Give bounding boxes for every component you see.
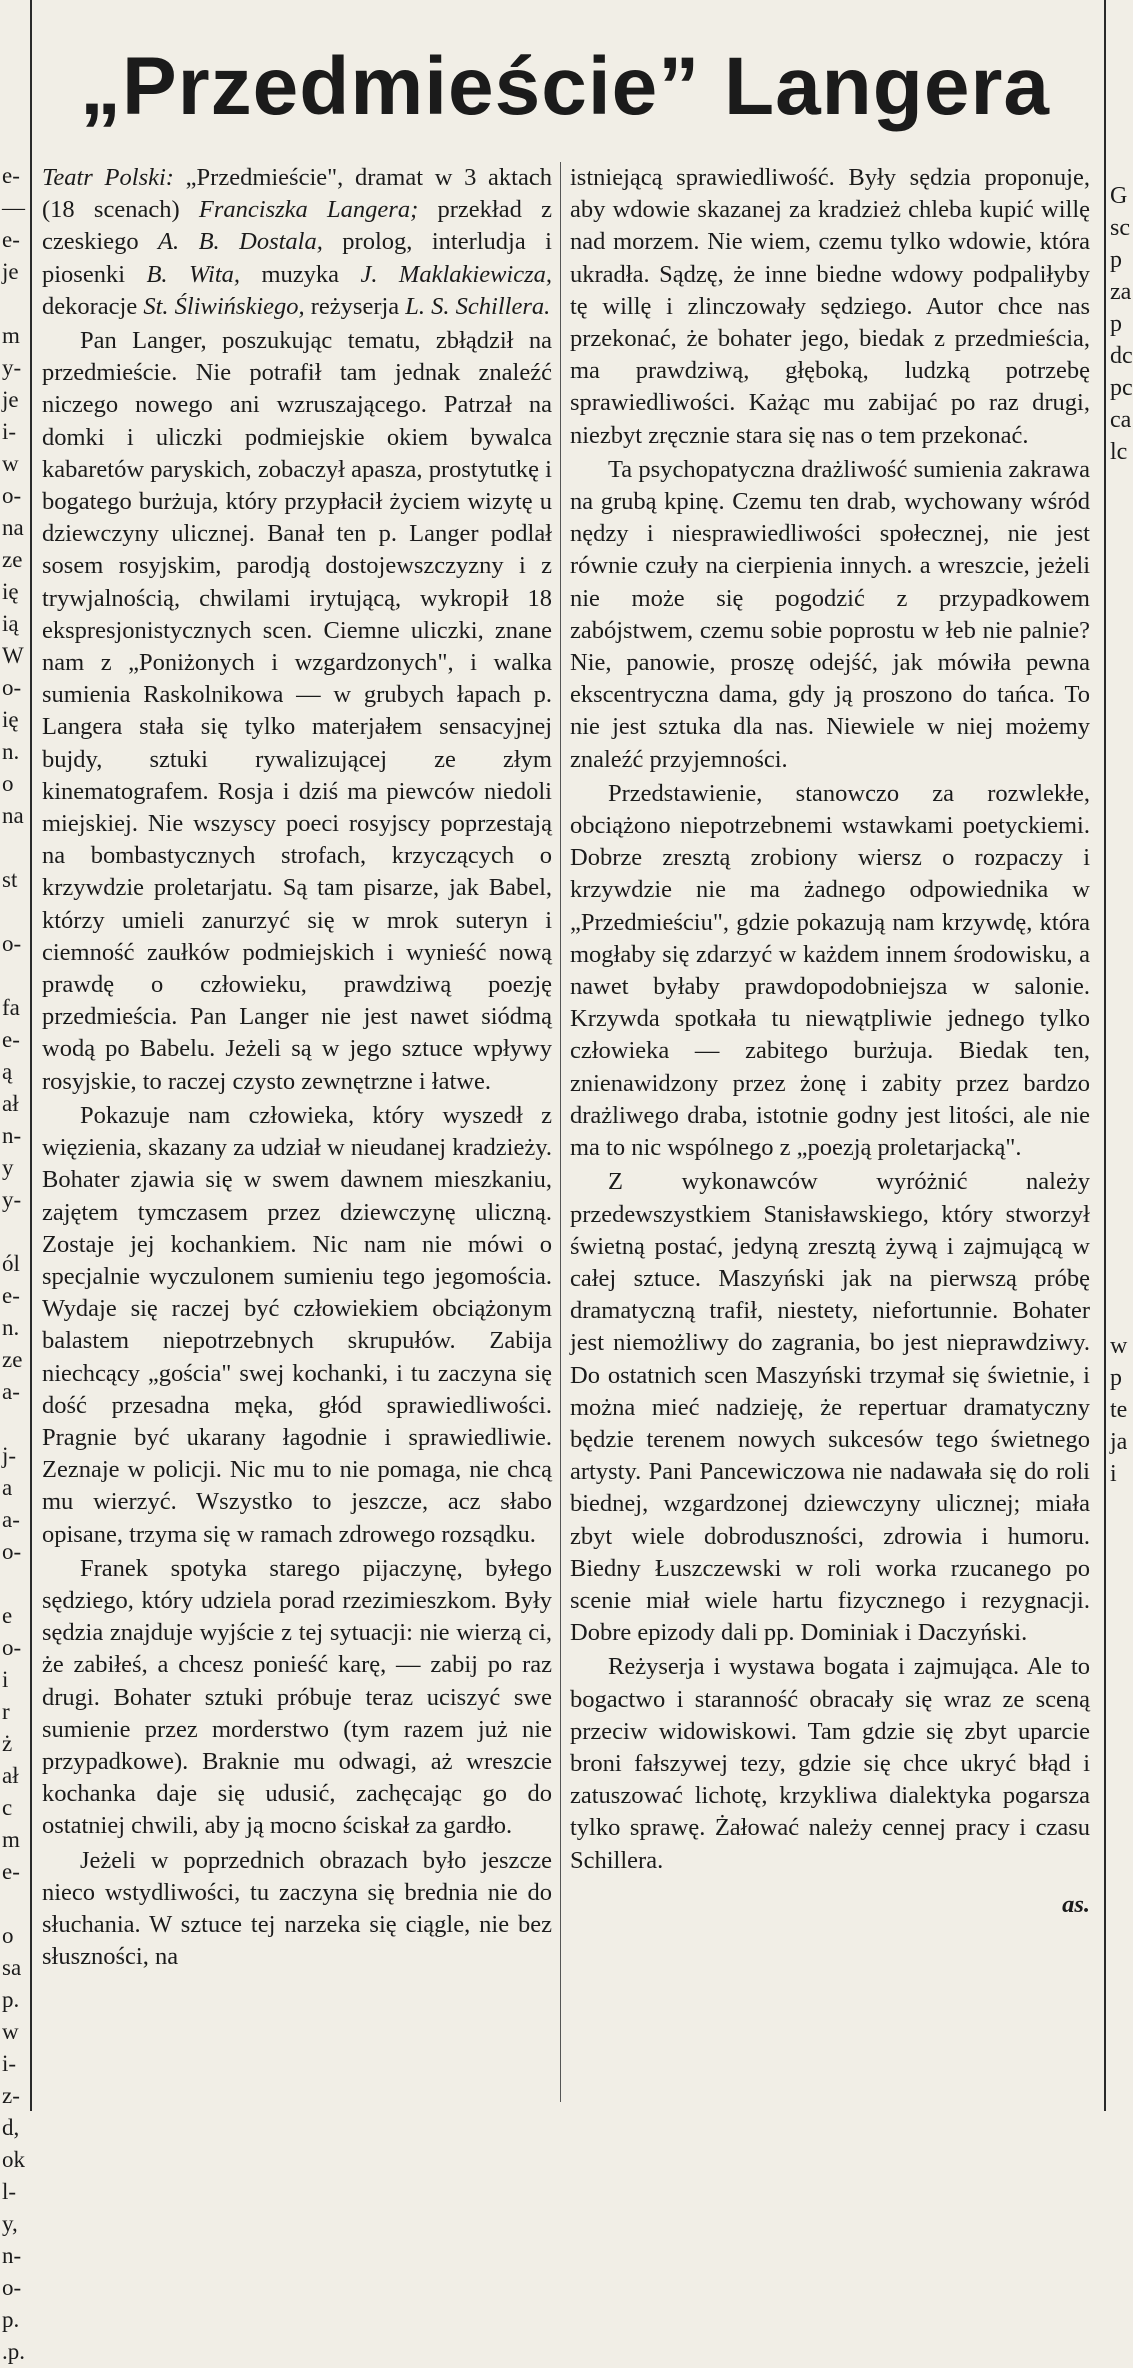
fragment-line: ż	[2, 1731, 13, 1756]
fragment-line: ię	[2, 579, 19, 604]
fragment-line: pc	[1110, 375, 1133, 401]
credits-text-4: muzyka	[240, 260, 361, 288]
fragment-line: i-	[2, 419, 17, 444]
fragment-line: a	[2, 1475, 13, 1500]
fragment-line: o-	[2, 1539, 22, 1564]
paragraph: Przedstawienie, stanowczo za rozwlekłe, obciążono niepotrzebnemi wstawkami poetyckiemi. Dobrze zresztą zrobiony wiersz o rozpaczy i krzywdzie nie ma żadnego odpowiednika w „Przedmieściu", gdzie pokazują nam krzywdę, która mogłaby się zdarzyć w każdem innem środowisku, a nawet byłaby prawdopodobniejsza w salonie. Krzywda spotkała tu niewątpliwie jednego tylko człowieka — zabitego burżuja. Biedak ten, znienawidzony przez żonę i zabity przez bardzo drażliwego draba, istotnie godny jest litości, ale nie ma to nic wspólnego z „poezją proletarjacką".	[570, 779, 1090, 1162]
fragment-line: ię	[2, 707, 19, 732]
right-column-rule	[1104, 0, 1106, 2111]
paragraph: Pan Langer, poszukując tematu, zbłądził na przedmieście. Nie potrafił tam jednak znaleźć niczego nowego ani wzruszającego. Patrzał na domki i uliczki podmiejskie okiem bywalca kabaretów paryskich, zobaczył apasza, prostytutkę i bogatego burżuja, który przypłacił życiem wizytę u dziewczyny ulicznej. Banał ten p. Langer podlał sosem rosyjskim, parodją dostojewszczyzny i z trywjalnością, chwilami irytującą, wykropił 18 ekspresjonistycznych scen. Ciemne uliczki, znane nam z „Poniżonych i wzgardzonych", i walka sumienia Raskolnikowa — w grubych łapach p. Langera stała się tylko materjałem sensacyjnej bujdy, sztuki rywalizującej ze złym kinematografem. Rosja i dziś ma piewców niedoli miejskiej. Nie wszyscy poeci rosyjscy poprzestają na bombastycznych strofach, krzyczących o krzywdzie proletarjatu. Są tam pisarze, jak Babel, którzy umieli zanurzyć się w mrok suteryn i ciemność zaułków podmiejskich i wynieść nową prawdę o człowieku, prawdziwą poezję przedmieścia. Pan Langer nie jest nawet siódmą wodą po Babelu. Jeżeli są w jego sztuce wpływy rosyjskie, to raczej czysto zewnętrzne i łatwe.	[42, 327, 552, 1095]
fragment-line: .p.	[2, 2339, 25, 2364]
fragment-line: e-	[2, 163, 20, 188]
credits-text-3: prolog, interludja i piosenki	[42, 228, 552, 288]
fragment-line: w	[2, 451, 19, 476]
fragment-line	[2, 896, 30, 928]
credits-text-6: reżyserja	[304, 292, 406, 320]
fragment-line: na	[2, 515, 24, 540]
fragment-line: ok	[2, 2147, 25, 2172]
fragment-line	[2, 960, 30, 992]
fragment-line: d,	[2, 2115, 20, 2140]
fragment-line: y,	[2, 2211, 18, 2236]
fragment-line: lc	[1110, 439, 1128, 465]
fragment-line: o	[2, 771, 14, 796]
fragment-line: i	[1110, 1461, 1117, 1487]
fragment-line: fa	[2, 995, 20, 1020]
fragment-line: n-	[2, 1123, 22, 1148]
credits-text-1: „Przedmieście", dramat w 3 aktach (18 scenach)	[42, 164, 552, 224]
fragment-line	[2, 1568, 30, 1600]
fragment-line: p	[1110, 247, 1122, 273]
fragment-line: e-	[2, 1283, 20, 1308]
fragment-line: y-	[2, 1187, 22, 1212]
fragment-line: w	[1110, 1333, 1128, 1359]
production-credits	[42, 162, 552, 323]
fragment-line: j-	[2, 1443, 17, 1468]
paragraph: Pokazuje nam człowieka, który wyszedł z więzienia, skazany za udział w nieudanej kradzieży. Bohater zjawia się w swem dawnem mieszkaniu, zajętem tymczasem przez dziewczynę uliczną. Zostaje jej kochankiem. Nic nam nie mówi o specjalnie wyczulonem sumieniu tego jegomościa. Wydaje się raczej być człowiekiem obciążonym balastem niepotrzebnych skrupułów. Zabija niechcący „gościa" swej kochanki, i tu zaczyna się dość przesadna męka, głód sprawiedliwości. Pragnie być ukarany łagodnie i sprawiedliwie. Zeznaje w policji. Nic mu to nie pomaga, nie chcą mu wierzyć. Wszystko to jeszcze, acz słabo opisane, trzyma się w ramach zdrowego rozsądku.	[42, 1101, 552, 1548]
paragraph: Franek spotyka starego pijaczynę, byłego sędziego, który udziela porad rzezimieszkom. Były sędzia znajduje wyjście z tej sytuacji: nie wierzą ci, że zabiłeś, a chcesz ponieść karę, — zabij po raz drugi. Bohater sztuki próbuje teraz uciszyć swe sumienie przez morderstwo (tym razem już nie przypadkowe). Braknie mu odwagi, aż wreszcie kochanka daje się udusić, zachęcając go do ostatniej chwili, aby ją mocno ściskał za gardło.	[42, 1554, 552, 1840]
credits-director: L. S. Schillera.	[405, 292, 551, 320]
fragment-line: ja	[1110, 1429, 1128, 1455]
fragment-line: W	[2, 643, 24, 668]
fragment-line	[2, 1216, 30, 1248]
fragment-line: ze	[2, 1347, 23, 1372]
article-column-1	[42, 162, 552, 1975]
fragment-line: sa	[2, 1955, 22, 1980]
fragment-line: je	[2, 259, 19, 284]
fragment-line: ą	[2, 1059, 13, 1084]
fragment-line: i-	[2, 2051, 17, 2076]
fragment-line: l-	[2, 2179, 17, 2204]
fragment-line: st	[2, 867, 18, 892]
fragment-line: e-	[2, 1027, 20, 1052]
fragment-line: o-	[2, 675, 22, 700]
fragment-line: za	[1110, 279, 1132, 305]
paragraph: Reżyserja i wystawa bogata i zajmująca. Ale to bogactwo i staranność obracały się wraz ze sceną przeciw widowiskowi. Tam gdzie się zbyt uparcie broni fałszywej tezy, gdzie się chce ukryć błąd i zatuszować lichotę, krzykliwa dialektyka pogarsza tylko sprawę. Żałować należy cennej pracy i czasu Schillera.	[570, 1653, 1090, 1874]
fragment-line: y	[2, 1155, 14, 1180]
fragment-line: p	[1110, 311, 1122, 337]
fragment-line: y-	[2, 355, 22, 380]
fragment-line: a-	[2, 1379, 20, 1404]
fragment-line: na	[2, 803, 24, 828]
fragment-line: z-	[2, 2083, 20, 2108]
fragment-line: dc	[1110, 343, 1133, 369]
fragment-line: p.	[2, 1987, 20, 2012]
fragment-line: r	[2, 1699, 10, 1724]
fragment-line	[2, 288, 30, 320]
fragment-line: e-	[2, 227, 20, 252]
credits-author: Franciszka Langera;	[198, 196, 419, 224]
fragment-line: o-	[2, 483, 22, 508]
right-neighbor-column-fragments-lower	[1110, 1330, 1126, 1490]
fragment-line	[2, 1888, 30, 1920]
fragment-line: a-	[2, 1507, 20, 1532]
fragment-line: ał	[2, 1763, 19, 1788]
fragment-line: je	[2, 387, 19, 412]
fragment-line: o-	[2, 931, 22, 956]
fragment-line: c	[2, 1795, 13, 1820]
fragment-line: m	[2, 323, 20, 348]
fragment-line: w	[2, 2019, 19, 2044]
column-separator	[560, 162, 561, 2102]
credits-translator: A. B. Dostala,	[158, 228, 323, 256]
fragment-line	[2, 1408, 30, 1440]
credits-songs: B. Wita,	[146, 260, 241, 288]
credits-scenery: St. Śliwińskiego,	[143, 292, 305, 320]
fragment-line: n.	[2, 739, 20, 764]
fragment-line: e	[2, 1603, 13, 1628]
paragraph: Ta psychopatyczna drażliwość sumienia zakrawa na grubą kpinę. Czemu ten drab, wychowany wśród nędzy i niesprawiedliwości społecznej, nie jest równie czuły na cierpienia innych. a wreszcie, jeżeli nie może się pogodzić z przypadkowem zabójstwem, czemu sobie poprostu w łeb nie palnie? Nie, panowie, proszę odejść, jak mówiła pewna ekscentryczna dama, gdy ją proszono do tańca. To nie jest sztuka dla nas. Niewiele w niej możemy znaleźć przyjemności.	[570, 455, 1090, 773]
left-neighbor-column-fragments	[2, 160, 30, 2368]
fragment-line: sc	[1110, 215, 1130, 241]
fragment-line: ią	[2, 611, 19, 636]
right-neighbor-column-fragments	[1110, 180, 1133, 468]
fragment-line: ze	[2, 547, 23, 572]
fragment-line: G	[1110, 183, 1128, 209]
fragment-line: te	[1110, 1397, 1128, 1423]
fragment-line: p.	[2, 2307, 20, 2332]
fragment-line: —	[2, 195, 25, 220]
fragment-line: o	[2, 1923, 14, 1948]
fragment-line: i	[2, 1667, 9, 1692]
paragraph: Jeżeli w poprzednich obrazach było jeszcze nieco wstydliwości, tu zaczyna się brednia nie do słuchania. W sztuce tej narzeka się ciągle, nie bez słuszności, na	[42, 1846, 552, 1971]
fragment-line: n.	[2, 1315, 20, 1340]
fragment-line: o-	[2, 2275, 22, 2300]
fragment-line: p	[1110, 1365, 1122, 1391]
paragraph: Z wykonawców wyróżnić należy przedewszystkiem Stanisławskiego, który stworzył świetną postać, jedyną zresztą żywą i zajmującą w całej sztuce. Maszyński jak na pierwszą próbę dramatyczną trafił, niestety, niefortunnie. Bohater jest niemożliwy do zagrania, bo jest nieprawdziwy. Do ostatnich scen Maszyński trzymał się świetnie, i można mieć nadzieję, że repertuar dramatyczny będzie terenem nowych sukcesów tego świetnego artysty. Pani Pancewiczowa nie nadawała się do roli biednej, wzgardzonej dziewczyny ulicznej; miała zbyt wiele dobroduszności, zdrowia i humoru. Biedny Łuszczewski w roli worka rzucanego po scenie miał wiele hartu fizycznego i rezygnacji. Dobre epizody dali pp. Dominiak i Daczyński.	[570, 1168, 1090, 1647]
left-column-rule	[30, 0, 32, 2111]
fragment-line: ca	[1110, 407, 1132, 433]
fragment-line: n-	[2, 2243, 22, 2268]
paragraph: istniejącą sprawiedliwość. Były sędzia proponuje, aby wdowie skazanej za kradzież chleba kupić willę nad morzem. Nie wiem, czemu tylko wdowie, która ukradła. Sądzę, że inne biedne wdowy podpaliłyby tę willę i zlinczowały sędziego. Autor chce nas przekonać, że bohater jego, biedak z przedmieścia, ma prawdziwą, głęboką, ludzką potrzebę sprawiedliwości. Każąc mu zabijać po raz drugi, niezbyt zręcznie stara się nas o tem przekonać.	[570, 164, 1090, 449]
article-column-2	[570, 162, 1090, 1921]
credits-label: Teatr Polski:	[42, 164, 174, 191]
credits-music: J. Maklakiewicza,	[360, 260, 552, 288]
author-signature: as.	[1062, 1890, 1090, 1918]
fragment-line: o-	[2, 1635, 22, 1660]
fragment-line: ól	[2, 1251, 20, 1276]
fragment-line	[2, 832, 30, 864]
fragment-line: ał	[2, 1091, 19, 1116]
fragment-line: e-	[2, 1859, 20, 1884]
article-headline: „Przedmieście” Langera	[80, 41, 1050, 132]
fragment-line: m	[2, 1827, 20, 1852]
credits-text-5: dekoracje	[42, 292, 144, 320]
credits-text-2: przekład z czeskiego	[42, 196, 552, 256]
